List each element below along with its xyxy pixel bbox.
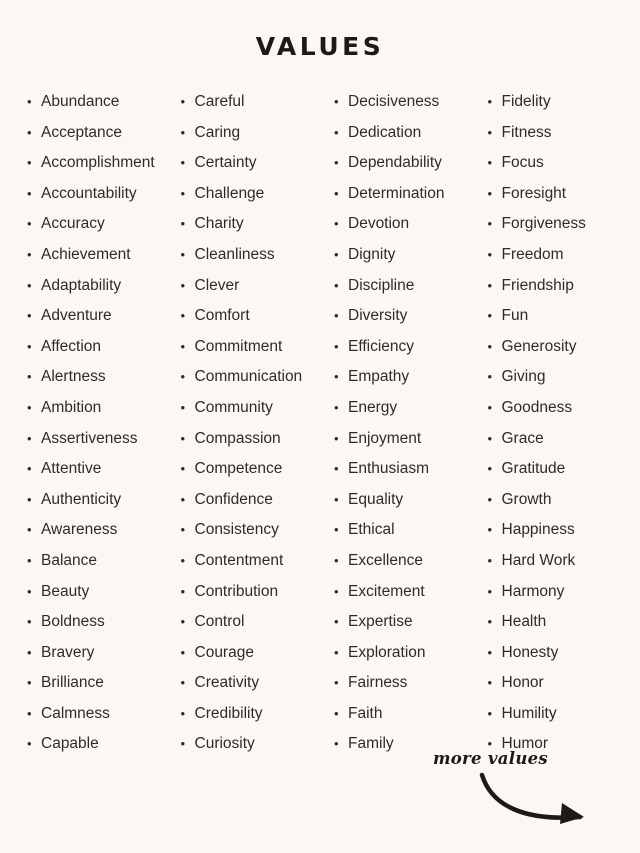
page-title: VALUES [255, 32, 385, 61]
list-item: • Balance [26, 546, 180, 577]
list-item: • Compassion [180, 424, 334, 455]
list-item: • Affection [26, 332, 180, 363]
more-values-footer [376, 749, 606, 829]
list-item: • Humility [487, 699, 640, 730]
list-item: • Fairness [333, 668, 487, 699]
values-list-4 [487, 87, 640, 760]
values-list-3 [333, 87, 487, 760]
list-item: • Accomplishment [26, 148, 180, 179]
list-item: • Excitement [333, 577, 487, 608]
list-item: • Discipline [333, 271, 487, 302]
list-item: • Fitness [487, 118, 640, 149]
list-item: • Family [333, 729, 487, 760]
list-item: • Excellence [333, 546, 487, 577]
list-item: • Brilliance [26, 668, 180, 699]
list-item: • Authenticity [26, 485, 180, 516]
list-item: • Acceptance [26, 118, 180, 149]
list-item: • Clever [180, 271, 334, 302]
list-item: • Curiosity [180, 729, 334, 760]
list-item: • Consistency [180, 515, 334, 546]
list-item: • Calmness [26, 699, 180, 730]
list-item: • Alertness [26, 362, 180, 393]
list-item: • Happiness [487, 515, 640, 546]
list-item: • Humor [487, 729, 640, 760]
list-item: • Friendship [487, 271, 640, 302]
list-item: • Grace [487, 424, 640, 455]
list-item: • Giving [487, 362, 640, 393]
list-item: • Expertise [333, 607, 487, 638]
values-column-4 [487, 87, 640, 760]
curved-arrow-icon [476, 767, 606, 829]
list-item: • Community [180, 393, 334, 424]
list-item: • Boldness [26, 607, 180, 638]
list-item: • Harmony [487, 577, 640, 608]
list-item: • Dependability [333, 148, 487, 179]
list-item: • Dedication [333, 118, 487, 149]
list-item: • Enthusiasm [333, 454, 487, 485]
list-item: • Creativity [180, 668, 334, 699]
list-item: • Contribution [180, 577, 334, 608]
list-item: • Ambition [26, 393, 180, 424]
list-item: • Hard Work [487, 546, 640, 577]
list-item: • Cleanliness [180, 240, 334, 271]
list-item: • Equality [333, 485, 487, 516]
list-item: • Abundance [26, 87, 180, 118]
list-item: • Credibility [180, 699, 334, 730]
list-item: • Accountability [26, 179, 180, 210]
list-item: • Communication [180, 362, 334, 393]
list-item: • Assertiveness [26, 424, 180, 455]
list-item: • Careful [180, 87, 334, 118]
list-item: • Determination [333, 179, 487, 210]
list-item: • Adventure [26, 301, 180, 332]
values-list-1 [26, 87, 180, 760]
list-item: • Bravery [26, 638, 180, 669]
list-item: • Fun [487, 301, 640, 332]
list-item: • Awareness [26, 515, 180, 546]
list-item: • Devotion [333, 209, 487, 240]
values-column-3 [333, 87, 487, 760]
list-item: • Commitment [180, 332, 334, 363]
list-item: • Ethical [333, 515, 487, 546]
list-item: • Empathy [333, 362, 487, 393]
list-item: • Control [180, 607, 334, 638]
list-item: • Faith [333, 699, 487, 730]
list-item: • Attentive [26, 454, 180, 485]
list-item: • Foresight [487, 179, 640, 210]
list-item: • Fidelity [487, 87, 640, 118]
list-item: • Competence [180, 454, 334, 485]
list-item: • Focus [487, 148, 640, 179]
list-item: • Health [487, 607, 640, 638]
list-item: • Efficiency [333, 332, 487, 363]
list-item: • Dignity [333, 240, 487, 271]
values-list-2 [180, 87, 334, 760]
list-item: • Growth [487, 485, 640, 516]
list-item: • Achievement [26, 240, 180, 271]
list-item: • Diversity [333, 301, 487, 332]
list-item: • Caring [180, 118, 334, 149]
values-column-1 [26, 87, 180, 760]
values-column-2 [180, 87, 334, 760]
list-item: • Contentment [180, 546, 334, 577]
list-item: • Freedom [487, 240, 640, 271]
list-item: • Goodness [487, 393, 640, 424]
list-item: • Energy [333, 393, 487, 424]
list-item: • Honesty [487, 638, 640, 669]
list-item: • Challenge [180, 179, 334, 210]
list-item: • Charity [180, 209, 334, 240]
list-item: • Gratitude [487, 454, 640, 485]
list-item: • Accuracy [26, 209, 180, 240]
list-item: • Courage [180, 638, 334, 669]
list-item: • Confidence [180, 485, 334, 516]
list-item: • Exploration [333, 638, 487, 669]
list-item: • Capable [26, 729, 180, 760]
list-item: • Generosity [487, 332, 640, 363]
list-item: • Enjoyment [333, 424, 487, 455]
list-item: • Comfort [180, 301, 334, 332]
values-columns [0, 61, 640, 760]
more-values-label: more values [432, 749, 548, 768]
list-item: • Decisiveness [333, 87, 487, 118]
list-item: • Forgiveness [487, 209, 640, 240]
list-item: • Adaptability [26, 271, 180, 302]
list-item: • Honor [487, 668, 640, 699]
list-item: • Certainty [180, 148, 334, 179]
list-item: • Beauty [26, 577, 180, 608]
